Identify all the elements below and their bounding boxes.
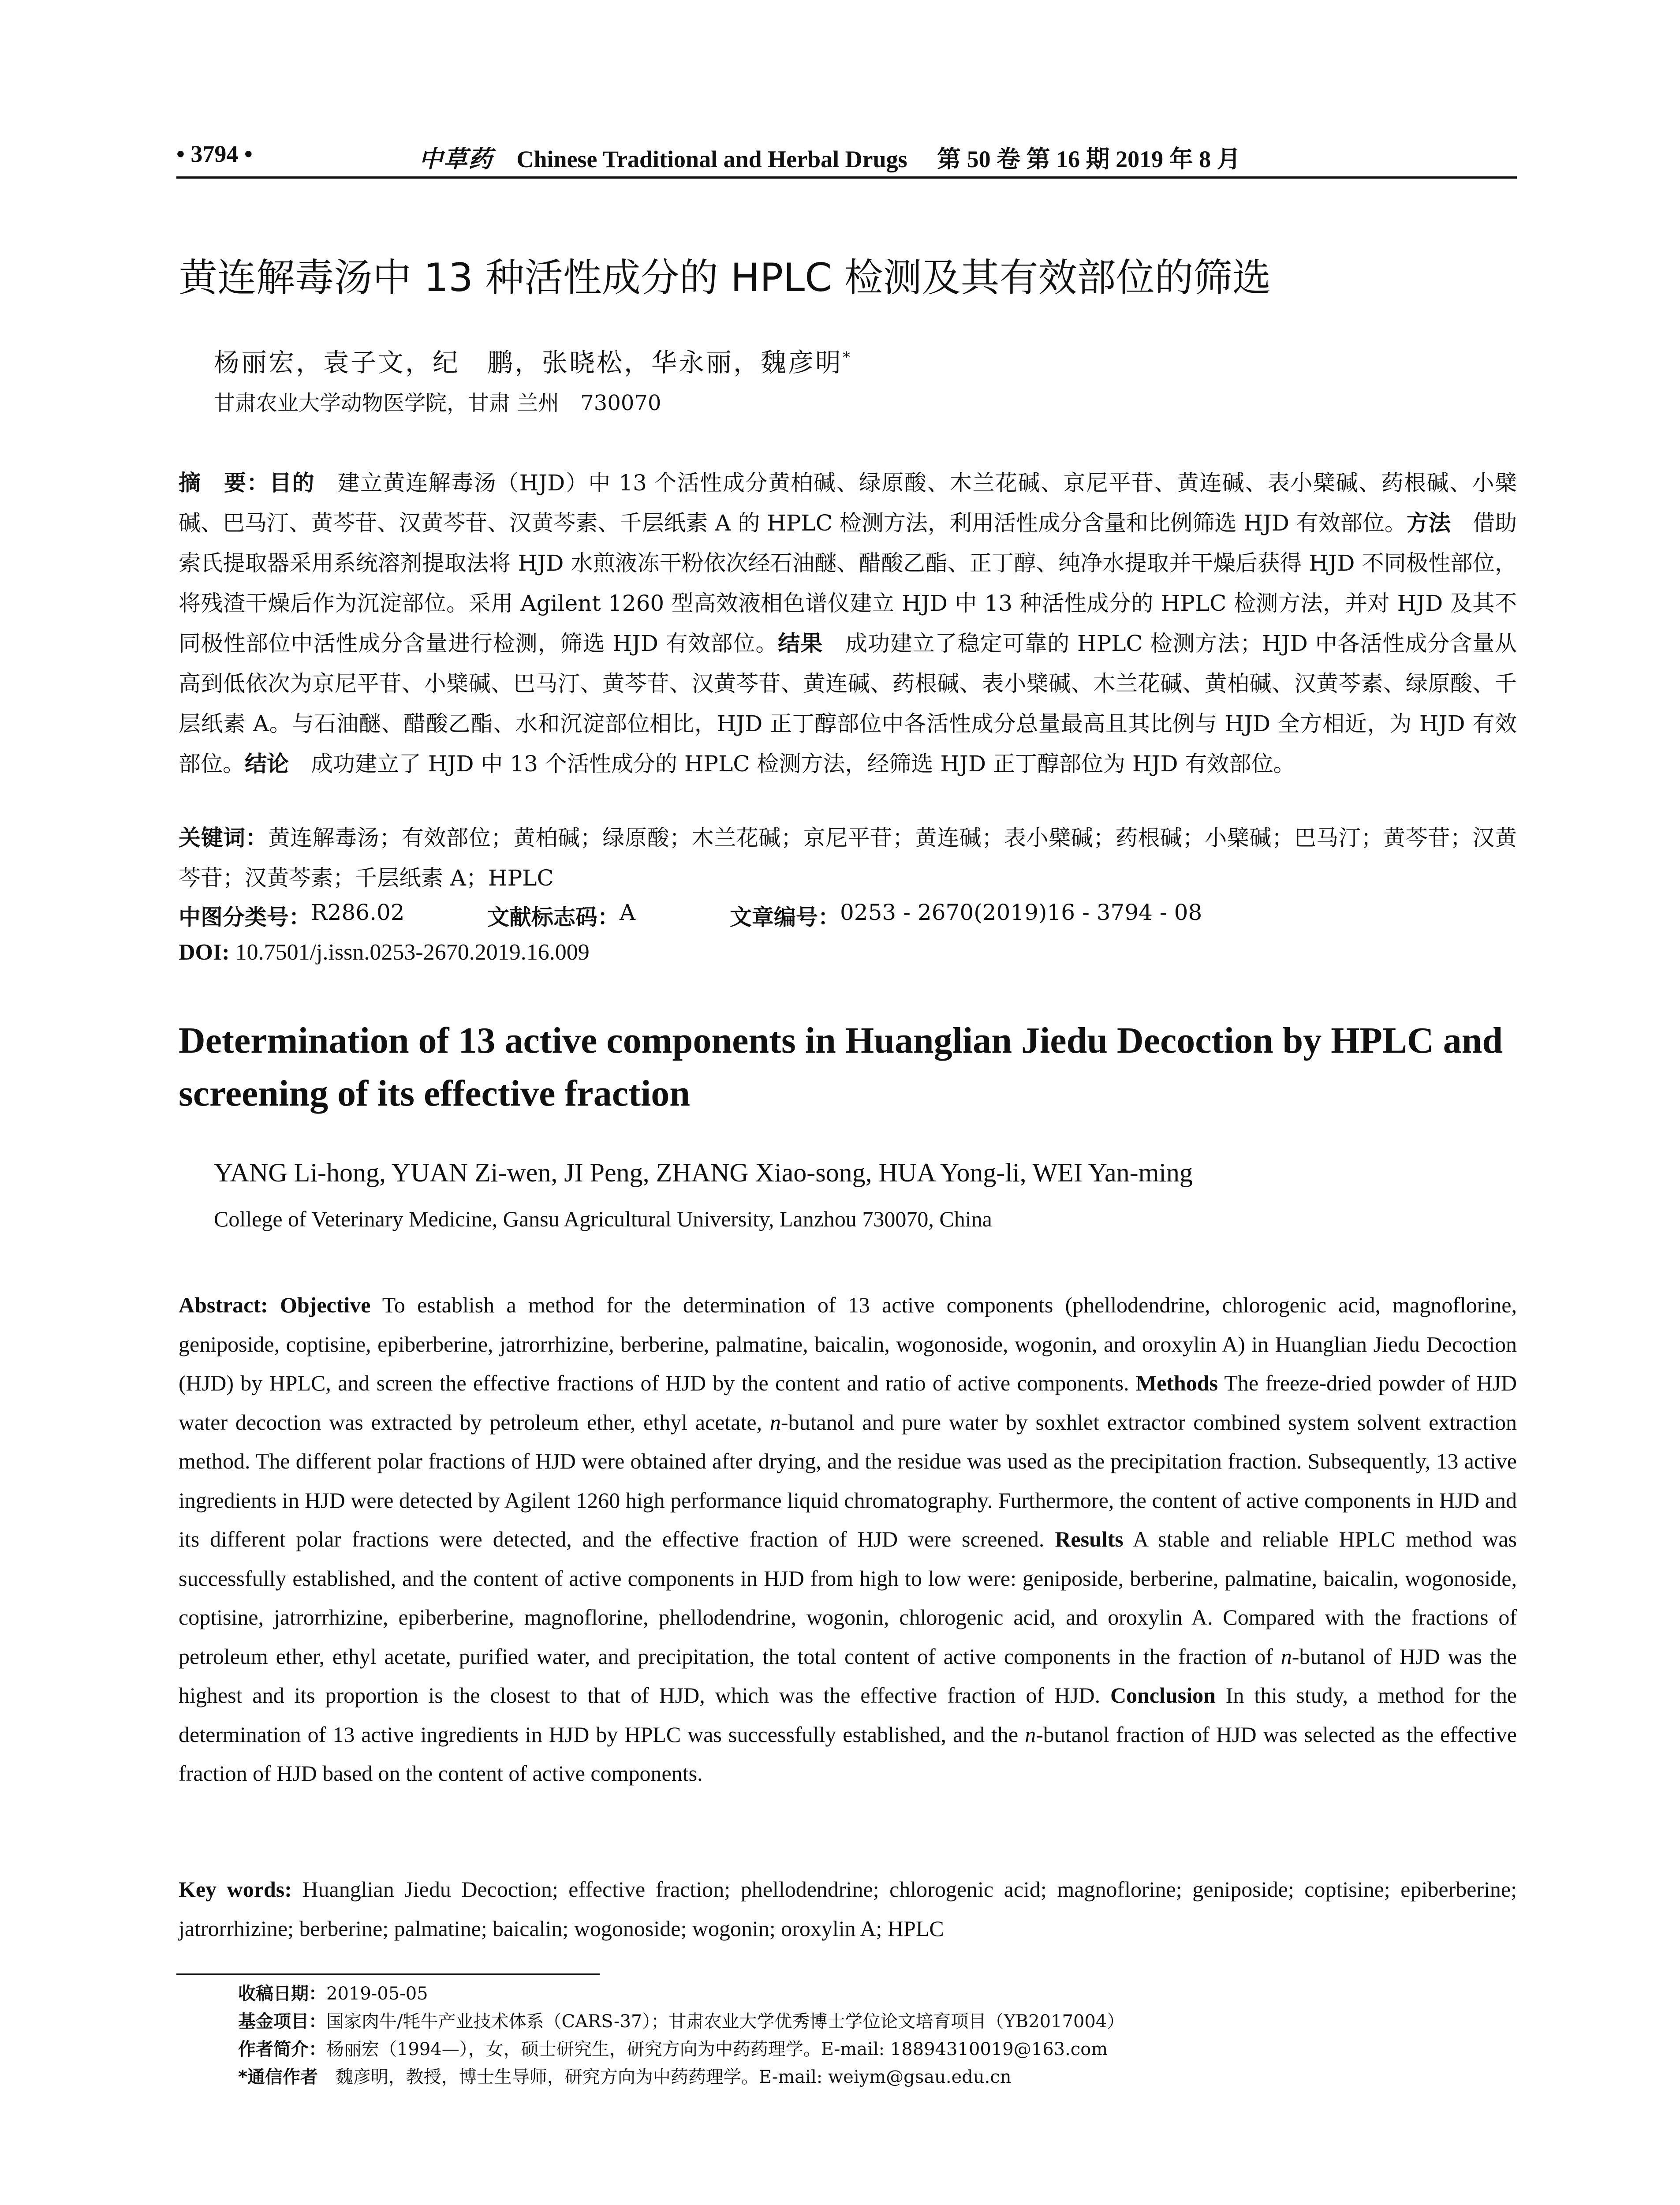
cn-abstract bbox=[179, 463, 1517, 784]
cn-abstract-label: 摘 要： bbox=[179, 470, 270, 496]
journal-issue: 第 50 卷 第 16 期 2019 年 8 月 bbox=[937, 146, 1241, 172]
journal-line bbox=[419, 140, 1241, 174]
cn-results: 成功建立了稳定可靠的 HPLC 检测方法；HJD 中各活性成分含量从高到低依次为京尼平苷、小檗碱、巴马汀、黄芩苷、汉黄芩苷、黄连碱、药根碱、表小檗碱、木兰花碱、黄柏碱、汉黄芩素、绿原酸、千层纸素 A。与石油醚、醋酸乙酯、水和沉淀部位相比，HJD 正丁醇部位中各活性成分总量最高且其比例与 HJD 全方相近，为 HJD 有效部位。 bbox=[179, 631, 1517, 777]
running-header bbox=[176, 140, 1517, 176]
doi-line bbox=[179, 939, 590, 965]
cn-objective: 建立黄连解毒汤（HJD）中 13 个活性成分黄柏碱、绿原酸、木兰花碱、京尼平苷、黄连碱、表小檗碱、药根碱、小檗碱、巴马汀、黄芩苷、汉黄芩苷、汉黄芩素、千层纸素 A 的 HPLC 检测方法，利用活性成分含量和比例筛选 HJD 有效部位。 bbox=[179, 470, 1517, 536]
en-objective-label: Objective bbox=[268, 1293, 371, 1317]
footnote-fund: 基金项目：国家肉牛/牦牛产业技术体系（CARS-37）；甘肃农业大学优秀博士学位论文培育项目（YB2017004） bbox=[238, 2011, 1125, 2032]
cn-conclusion-label: 结论 bbox=[245, 751, 289, 777]
footnote-received: 收稿日期：2019-05-05 bbox=[238, 1984, 428, 2004]
clc-number: 中图分类号： R286.02 bbox=[179, 900, 405, 930]
en-objective: To establish a method for the determination of 13 active components (phellodendrine, chlorogenic acid, magnoflorine, geniposide, coptisine, epiberberine, jatrorrhizine, berberine, palmatine, baicalin, wogonoside, wogonin, and oroxylin A) in Huanglian Jiedu Decoction (HJD) by HPLC, and screen the effective fractions of HJD by the content and ratio of active components. bbox=[179, 1293, 1517, 1395]
cn-methods: 借助索氏提取器采用系统溶剂提取法将 HJD 水煎液冻干粉依次经石油醚、醋酸乙酯、正丁醇、纯净水提取并干燥后获得 HJD 不同极性部位，将残渣干燥后作为沉淀部位。采用 Agilent 1260 型高效液相色谱仪建立 HJD 中 13 种活性成分的 HPLC 检测方法，并对 HJD 及其不同极性部位中活性成分含量进行检测，筛选 HJD 有效部位。 bbox=[179, 510, 1517, 656]
footnote-author: 作者简介：杨丽宏（1994—），女，硕士研究生，研究方向为中药药理学。E-mail: 18894310019@163.com bbox=[238, 2039, 1108, 2059]
en-abstract-label: Abstract: bbox=[179, 1293, 268, 1317]
doi-label: DOI: bbox=[179, 940, 230, 965]
page-number: • 3794 • bbox=[176, 141, 253, 167]
doi-value: 10.7501/j.issn.0253-2670.2019.16.009 bbox=[229, 940, 590, 965]
footnote-corresponding: *通信作者 魏彦明，教授，博士生导师，研究方向为中药药理学。E-mail: weiym@gsau.edu.cn bbox=[238, 2067, 1012, 2087]
en-keywords bbox=[179, 1870, 1517, 1948]
cn-keywords bbox=[179, 818, 1517, 898]
cn-title: 黄连解毒汤中 13 种活性成分的 HPLC 检测及其有效部位的筛选 bbox=[179, 255, 1271, 300]
cn-authors: 杨丽宏，袁子文，纪 鹏，张晓松，华永丽，魏彦明* bbox=[214, 348, 852, 377]
journal-name-en: Chinese Traditional and Herbal Drugs bbox=[516, 146, 907, 172]
en-keywords-label: Key words: bbox=[179, 1877, 292, 1902]
cn-conclusion: 成功建立了 HJD 中 13 个活性成分的 HPLC 检测方法，经筛选 HJD 正丁醇部位为 HJD 有效部位。 bbox=[289, 751, 1295, 777]
en-methods-label: Methods bbox=[1135, 1371, 1218, 1395]
cn-methods-label: 方法 bbox=[1406, 510, 1451, 536]
document-code: 文献标志码： A bbox=[487, 900, 636, 930]
cn-keywords-text: 黄连解毒汤；有效部位；黄柏碱；绿原酸；木兰花碱；京尼平苷；黄连碱；表小檗碱；药根碱；小檗碱；巴马汀；黄芩苷；汉黄芩苷；汉黄芩素；千层纸素 A；HPLC bbox=[179, 825, 1517, 891]
corresponding-mark: * bbox=[843, 348, 852, 366]
journal-logo-cn: 中草药 bbox=[419, 145, 493, 173]
footnotes bbox=[238, 1980, 1517, 2091]
en-keywords-text: Huanglian Jiedu Decoction; effective fraction; phellodendrine; chlorogenic acid; magnoflorine; geniposide; coptisine; epiberberine; jatrorrhizine; berberine; palmatine; baicalin; wogonoside; wogonin; oroxylin A; HPLC bbox=[179, 1877, 1517, 1941]
footnote-rule bbox=[176, 1973, 600, 1975]
en-conclusion-label: Conclusion bbox=[1110, 1683, 1216, 1708]
en-results-label: Results bbox=[1055, 1527, 1124, 1551]
cn-keywords-label: 关键词： bbox=[179, 825, 268, 851]
en-affiliation: College of Veterinary Medicine, Gansu Agricultural University, Lanzhou 730070, China bbox=[214, 1207, 992, 1231]
en-authors: YANG Li-hong, YUAN Zi-wen, JI Peng, ZHANG Xiao-song, HUA Yong-li, WEI Yan-ming bbox=[214, 1158, 1193, 1187]
header-rule bbox=[176, 176, 1517, 179]
cn-results-label: 结果 bbox=[778, 631, 823, 656]
cn-objective-label: 目的 bbox=[269, 470, 315, 496]
en-title: Determination of 13 active components in Huanglian Jiedu Decoction by HPLC and screening of its effective fraction bbox=[179, 1020, 1503, 1114]
en-abstract: Abstract: Objective To establish a method for the determination of 13 active components (phellodendrine, chlorogenic acid, magnoflorine, geniposide, coptisine, epiberberine, jatrorrhizine, berberine, palmatine, baicalin, wogonoside, wogonin, and oroxylin A) in Huanglian Jiedu Decoction (HJD) by HPLC, and screen the effective fractions of HJD by the content and ratio of active components. Methods The freeze-dried powder of HJD water decoction was extracted by petroleum ether, ethyl acetate, n-butanol and pure water by soxhlet extractor combined system solvent extraction method. The different polar fractions of HJD were obtained after drying, and the residue was used as the precipitation fraction. Subsequently, 13 active ingredients in HJD were detected by Agilent 1260 high performance liquid chromatography. Furthermore, the content of active components in HJD and its different polar fractions were detected, and the effective fraction of HJD were screened. Results A stable and reliable HPLC method was successfully established, and the content of active components in HJD from high to low were: geniposide, berberine, palmatine, baicalin, wogonoside, coptisine, jatrorrhizine, epiberberine, magnoflorine, phellodendrine, wogonin, chlorogenic acid, and oroxylin A. Compared with the fractions of petroleum ether, ethyl acetate, purified water, and precipitation, the total content of active components in the fraction of n-butanol of HJD was the highest and its proportion is the closest to that of HJD, which was the effective fraction of HJD. Conclusion In this study, a method for the determination of 13 active ingredients in HJD by HPLC was successfully established, and the n-butanol fraction of HJD was selected as the effective fraction of HJD based on the content of active components. bbox=[179, 1293, 1517, 1786]
article-number: 文章编号： 0253 - 2670(2019)16 - 3794 - 08 bbox=[730, 900, 1202, 930]
cn-affiliation: 甘肃农业大学动物医学院，甘肃 兰州 730070 bbox=[214, 391, 661, 415]
